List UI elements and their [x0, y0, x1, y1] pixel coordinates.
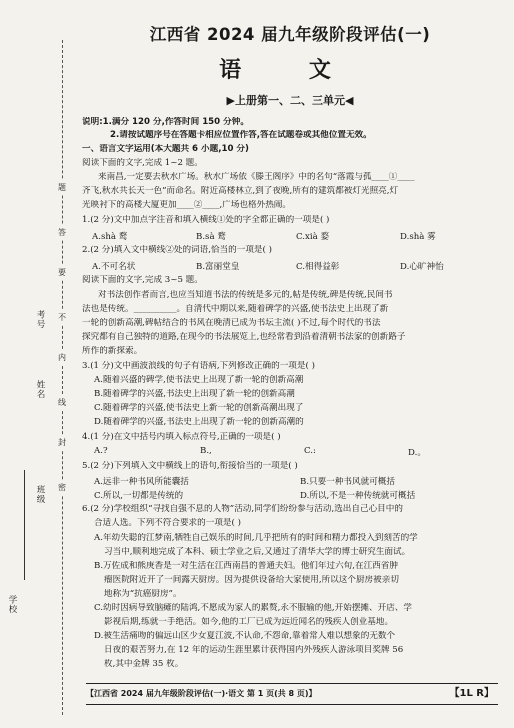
option: B.随着碑学的兴盛,书法史上出现了新一轮的创新高潮 [94, 389, 295, 399]
option: C.: [304, 446, 316, 456]
passage-line: 来南昌,一定要去秋水广场。秋水广场依《滕王阁序》中的名句“落霞与孤____①____ [98, 172, 415, 182]
question-stem: 合适人选。下列不符合要求的一项是( ) [94, 518, 241, 528]
option: C.xià 婺 [296, 232, 330, 242]
option: B.万佐成和熊庚香是一对生活在江西南昌的普通夫妇。他们年过六旬,在江西省肿 [94, 561, 398, 571]
unit-range: ▶上册第一、二、三单元◀ [226, 94, 354, 107]
label-school: 学校 [7, 595, 17, 614]
seal-char: 要 [58, 265, 66, 280]
seal-char: 不 [58, 310, 66, 325]
passage-line: 探究都有自己独特的道路,在现今的书法展览上,也经常看到沿着清朝书法家的创新路子 [82, 332, 406, 342]
reading-instruction: 阅读下面的文字,完成 3~5 题。 [82, 275, 203, 285]
option: A.不可名状 [92, 262, 136, 272]
seal-char: 内 [58, 350, 66, 365]
school-blank [24, 470, 25, 580]
passage-line: 所作的新探索。 [82, 346, 143, 356]
option: A.shà 鹜 [92, 232, 128, 242]
seal-char: 封 [58, 435, 66, 450]
option: C.相得益彰 [296, 262, 340, 272]
label-name: 姓名 [35, 380, 45, 399]
note-line: 2.请按试题序号在答题卡相应位置作答,答在试题卷或其他位置无效。 [110, 130, 372, 140]
paper-code: 【1L R】 [449, 688, 494, 699]
binding-margin [0, 40, 70, 715]
option: D.shà 雾 [400, 232, 436, 242]
seal-char: 题 [58, 180, 66, 195]
option: 日夜的艰苦努力,在 12 年的运动生涯里累计获得国内外残疾人游泳项目奖牌 56 [104, 645, 404, 655]
option: C.幼时因病导致脑瘫的陆鸿,不愿成为家人的累赘,永不服输的他,开始摆摊、开店、学 [94, 603, 412, 613]
label-number: 考号 [35, 310, 45, 329]
option: B.只要一种书风就可概括 [300, 477, 395, 487]
option: D.所以,不是一种传统就可概括 [300, 491, 416, 501]
question-stem: 3.(1 分)文中画波浪线的句子有语病,下列修改正确的一项是( ) [82, 361, 315, 371]
section-heading: 一、语言文字运用(本大题共 6 小题,10 分) [82, 144, 249, 154]
option: 瘤医院附近开了一间露天厨房。因为提供设备给大家使用,所以这个厨房被亲切 [104, 575, 399, 585]
label-class: 班级 [35, 485, 45, 504]
note-line: 说明:1.满分 120 分,作答时间 150 分钟。 [82, 117, 249, 127]
reading-instruction: 阅读下面的文字,完成 1~2 题。 [82, 158, 203, 168]
option: A.年幼失聪的江梦南,牺牲自己娱乐的时间,几乎把所有的时间和精力都投入到刻苦的学 [94, 533, 418, 543]
passage-line: 一轮的创新高潮,碑帖结合的书风在晚清已成为书坛主流( )不过,每个时代的书法 [82, 318, 381, 328]
page-footer [86, 683, 498, 705]
seal-char: 线 [58, 395, 66, 410]
passage-line: 法也是传统。__________。自清代中期以来,随着碑学的兴盛,使书法史上出现了新 [82, 304, 389, 314]
option: 地称为“抗癌厨房”。 [104, 589, 182, 599]
seal-line [62, 40, 63, 715]
option: B., [200, 446, 212, 456]
option: D.随着碑学的兴盛,书法史上出现了新一轮的创新高潮的 [94, 417, 304, 427]
option: A.随着兴盛的碑学,使书法史上出现了新一轮的创新高潮 [94, 375, 304, 385]
question-stem: 6.(2 分)学校组织“寻找自强不息的人物”活动,同学们纷纷参与活动,选出自己心目中的 [82, 504, 403, 514]
seal-char: 答 [58, 225, 66, 240]
option: 影视后期,练就一手绝活。如今,他的工厂已成为远近闻名的残疾人创业基地。 [104, 617, 394, 627]
option: 习当中,顺利地完成了本科、硕士学业之后,又通过了清华大学的博士研究生面试。 [104, 547, 411, 557]
option: D.心旷神怡 [400, 262, 444, 272]
exam-title: 江西省 2024 届九年级阶段评估(一) [149, 25, 431, 44]
question-stem: 5.(2 分)下列填入文中横线上的语句,衔接恰当的一项是( ) [82, 461, 298, 471]
question-stem: 2.(2 分)填入文中横线②处的词语,恰当的一项是( ) [82, 245, 272, 255]
option: 枚,其中金牌 35 枚。 [104, 659, 184, 669]
option: A.远非一种书风所能囊括 [94, 477, 189, 487]
seal-char: 密 [58, 480, 66, 495]
question-stem: 1.(2 分)文中加点字注音和填入横线①处的字全都正确的一项是( ) [82, 215, 330, 225]
option: C.随着碑学的兴盛,使书法史上新一轮的创新高潮出现了 [94, 403, 304, 413]
option: D.被生活痛吻的偏远山区少女夏江波,不认命,不怨命,靠着常人难以想象的无数个 [94, 631, 396, 641]
option: D.。 [408, 448, 426, 458]
footer-text: 【江西省 2024 届九年级阶段评估(一)·语文 第 1 页(共 8 页)】 [86, 689, 317, 698]
passage-line: 对书法创作者而言,也应当知道书法的传统是多元的,帖是传统,碑是传统,民间书 [98, 290, 393, 300]
subject-title: 语 文 [219, 58, 361, 83]
option: B.sà 鹜 [196, 232, 226, 242]
question-stem: 4.(1 分)在文中括号内填入标点符号,正确的一项是( ) [82, 432, 281, 442]
option: C.所以,一切都是传统的 [94, 491, 184, 501]
passage-line: 光映衬下的高楼大厦更加____②____,广场也格外热闹。 [82, 200, 291, 210]
option: B.富丽堂皇 [196, 262, 240, 272]
option: A.? [94, 446, 108, 456]
passage-line: 齐飞,秋水共长天一色”而命名。附近高楼林立,到了夜晚,所有的建筑都被灯光照亮,灯 [82, 186, 399, 196]
